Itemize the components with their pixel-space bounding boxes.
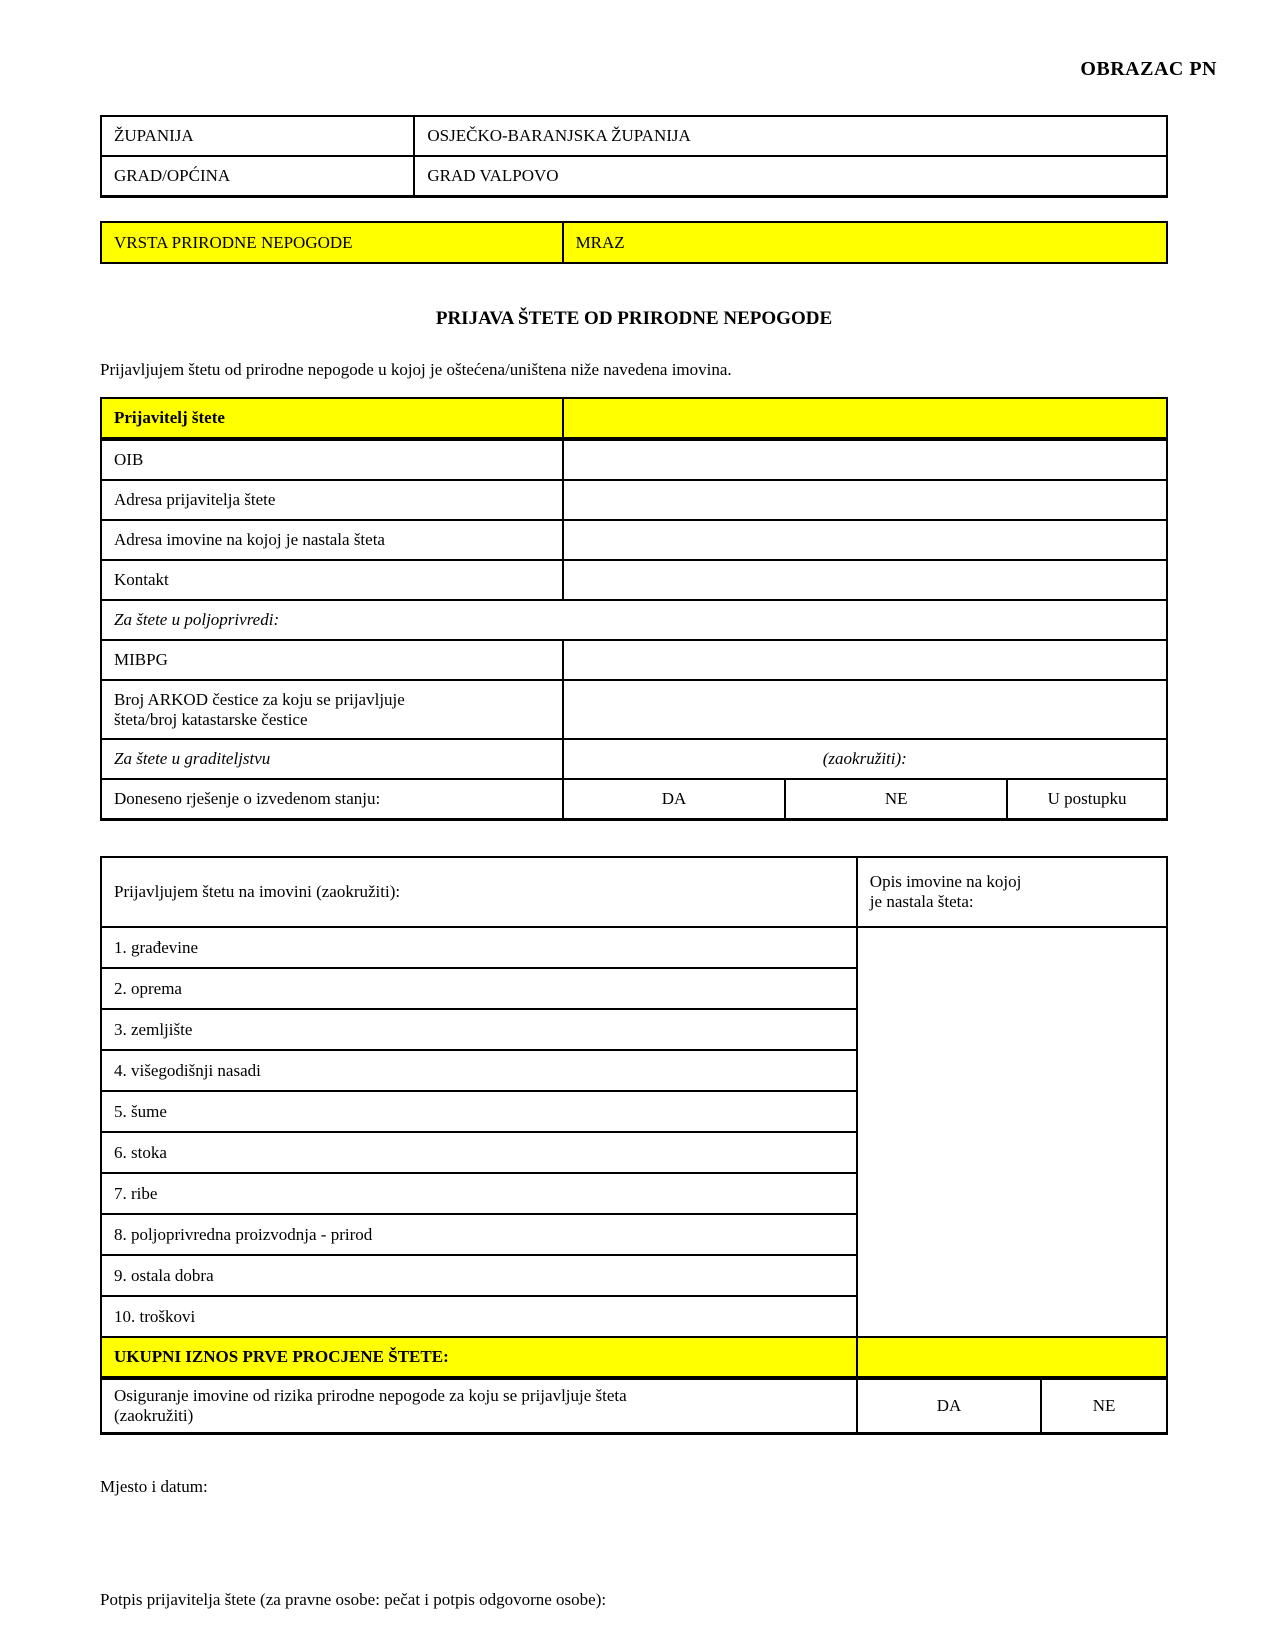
contact-row — [101, 560, 1167, 600]
decision-option-in-progress[interactable]: U postupku — [1007, 779, 1167, 820]
contact-label: Kontakt — [101, 560, 563, 600]
applicant-section-header-row — [101, 398, 1167, 439]
property-address-label: Adresa imovine na kojoj je nastala šteta — [101, 520, 563, 560]
city-label: GRAD/OPĆINA — [101, 156, 414, 197]
mibpg-input-cell[interactable] — [563, 640, 1167, 680]
oib-row — [101, 439, 1167, 480]
damage-item-1[interactable]: 1. građevine — [101, 927, 857, 968]
construction-section-row — [101, 739, 1167, 779]
disaster-type-value: MRAZ — [563, 222, 1167, 263]
property-description-header — [857, 857, 1167, 927]
insurance-option-ne[interactable]: NE — [1041, 1378, 1167, 1434]
total-damage-label: UKUPNI IZNOS PRVE PROCJENE ŠTETE: — [101, 1337, 857, 1378]
county-value: OSJEČKO-BARANJSKA ŽUPANIJA — [414, 116, 1167, 156]
damage-item-2[interactable]: 2. oprema — [101, 968, 857, 1009]
intro-text: Prijavljujem štetu od prirodne nepogode u kojoj je oštećena/uništena niže navedena imovina. — [100, 360, 732, 379]
damage-item-8[interactable]: 8. poljoprivredna proizvodnja - prirod — [101, 1214, 857, 1255]
applicant-address-row — [101, 480, 1167, 520]
insurance-label — [101, 1378, 857, 1434]
total-damage-input-cell[interactable] — [857, 1337, 1167, 1378]
damage-item-10[interactable]: 10. troškovi — [101, 1296, 857, 1337]
signature-label: Potpis prijavitelja štete (za pravne osobe: pečat i potpis odgovorne osobe): — [100, 1590, 607, 1609]
disaster-type-row — [101, 222, 1167, 263]
county-label: ŽUPANIJA — [101, 116, 414, 156]
damage-item-7[interactable]: 7. ribe — [101, 1173, 857, 1214]
arkod-input-cell[interactable] — [563, 680, 1167, 739]
disaster-type-label: VRSTA PRIRODNE NEPOGODE — [101, 222, 563, 263]
property-description-input-cell[interactable] — [857, 927, 1167, 1337]
damage-item-row-1 — [101, 927, 1167, 968]
applicant-address-label: Adresa prijavitelja štete — [101, 480, 563, 520]
damage-items-header: Prijavljujem štetu na imovini (zaokružiti): — [101, 857, 857, 927]
construction-section-label: Za štete u graditeljstvu — [101, 739, 563, 779]
arkod-label-line-2: šteta/broj katastarske čestice — [114, 709, 308, 729]
applicant-address-input-cell[interactable] — [563, 480, 1167, 520]
city-value: GRAD VALPOVO — [414, 156, 1167, 197]
arkod-label-line-1: Broj ARKOD čestice za koju se prijavljuje — [114, 689, 405, 709]
insurance-label-line-1: Osiguranje imovine od rizika prirodne nepogode za koju se prijavljuje šteta — [114, 1386, 627, 1405]
damage-item-5[interactable]: 5. šume — [101, 1091, 857, 1132]
oib-label: OIB — [101, 439, 563, 480]
property-description-header-line-2: je nastala šteta: — [869, 892, 974, 911]
damage-item-9[interactable]: 9. ostala dobra — [101, 1255, 857, 1296]
insurance-row — [101, 1378, 1167, 1434]
decision-option-ne[interactable]: NE — [785, 779, 1007, 820]
agriculture-section-label: Za štete u poljoprivredi: — [101, 600, 1167, 640]
damage-item-3[interactable]: 3. zemljište — [101, 1009, 857, 1050]
damage-item-4[interactable]: 4. višegodišnji nasadi — [101, 1050, 857, 1091]
decision-option-da[interactable]: DA — [563, 779, 786, 820]
property-address-input-cell[interactable] — [563, 520, 1167, 560]
mibpg-label: MIBPG — [101, 640, 563, 680]
applicant-header-input-cell[interactable] — [563, 398, 1167, 439]
location-table — [100, 115, 1168, 198]
place-date-label: Mjesto i datum: — [100, 1477, 208, 1496]
agriculture-section-row — [101, 600, 1167, 640]
county-row — [101, 116, 1167, 156]
decision-label: Doneseno rješenje o izvedenom stanju: — [101, 779, 563, 820]
arkod-label — [101, 680, 563, 739]
insurance-label-line-2: (zaokružiti) — [114, 1406, 194, 1425]
insurance-option-da[interactable]: DA — [857, 1378, 1041, 1434]
oib-input-cell[interactable] — [563, 439, 1167, 480]
applicant-table — [100, 397, 1168, 821]
form-title: PRIJAVA ŠTETE OD PRIRODNE NEPOGODE — [435, 308, 833, 329]
damage-header-row — [101, 857, 1167, 927]
arkod-row — [101, 680, 1167, 739]
damage-table — [100, 856, 1168, 1435]
form-code: OBRAZAC PN — [1080, 58, 1217, 80]
mibpg-row — [101, 640, 1167, 680]
disaster-type-banner — [100, 221, 1168, 264]
decision-row — [101, 779, 1167, 820]
city-row — [101, 156, 1167, 197]
property-description-header-line-1: Opis imovine na kojoj — [869, 872, 1022, 891]
contact-input-cell[interactable] — [563, 560, 1167, 600]
total-damage-row — [101, 1337, 1167, 1378]
damage-item-6[interactable]: 6. stoka — [101, 1132, 857, 1173]
applicant-section-header: Prijavitelj štete — [101, 398, 563, 439]
circle-instruction: (zaokružiti): — [563, 739, 1167, 779]
property-address-row — [101, 520, 1167, 560]
